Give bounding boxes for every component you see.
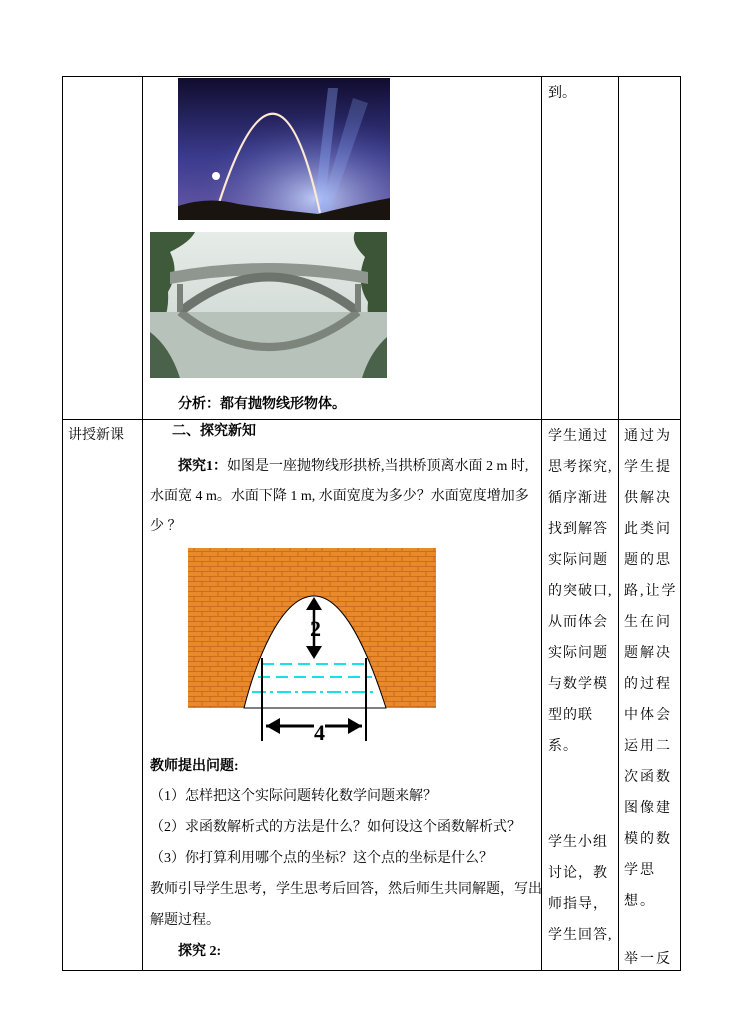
guide-line-2: 解题过程。 [150, 913, 220, 928]
teacher-question-title: 教师提出问题: [150, 759, 239, 774]
guide-line-1: 教师引导学生思考，学生思考后回答，然后师生共同解题，写出 [150, 882, 542, 897]
table-border-right [680, 76, 681, 971]
zhaozhou-bridge-photo [150, 232, 387, 378]
design-intent: 通过为 学生提 供解决 此类问 题的思 路,让学 生在问 题解决 的过程 中体会 运用二 次函数 图像建 模的数 学思想。 [624, 429, 678, 909]
student-activity-a: 学生通过 思考探究, 循序渐进 找到解答 实际问题 的突破口, 从而体会 实际问题 与数学模 型的联系。 [548, 429, 613, 754]
design-intent-last: 举一反 [624, 952, 672, 967]
explore2-label: 探究 2: [178, 944, 222, 959]
height-label: 2 [310, 616, 321, 641]
width-label: 4 [314, 720, 325, 745]
table-col-divider-1 [142, 76, 143, 971]
arch-bridge-figure [186, 546, 442, 746]
section-label: 讲授新课 [68, 428, 124, 443]
question-3: （3）你打算利用哪个点的坐标？这个点的坐标是什么？ [150, 851, 493, 866]
explore1-line1: 如图是一座抛物线形拱桥,当拱桥顶离水面 2 m 时, [227, 459, 529, 474]
student-activity-b: 学生小组 讨论，教 师指导， 学生回答, [548, 835, 613, 943]
table-border-left [62, 76, 63, 971]
table-border-top [62, 76, 681, 77]
explore1-label: 探究1： [178, 459, 227, 474]
question-1: （1）怎样把这个实际问题转化数学问题来解？ [150, 789, 437, 804]
table-row-divider [62, 419, 681, 420]
continued-text: 到。 [548, 86, 576, 101]
explore1-paragraph [150, 452, 540, 542]
section-title: 二、探究新知 [172, 424, 256, 439]
rocket-launch-photo [178, 78, 390, 220]
table-col-divider-2 [541, 76, 542, 971]
question-2: （2）求函数解析式的方法是什么？如何设这个函数解析式？ [150, 820, 521, 835]
explore1-line3: 少 ？ [150, 519, 182, 534]
analysis-text: 分析：都有抛物线形物体。 [178, 397, 346, 412]
explore1-line2: 水面宽 4 m。水面下降 1 m, 水面宽度为多少？水面宽度增加多 [150, 489, 529, 504]
table-border-bottom [62, 970, 681, 971]
table-col-divider-3 [618, 76, 619, 971]
